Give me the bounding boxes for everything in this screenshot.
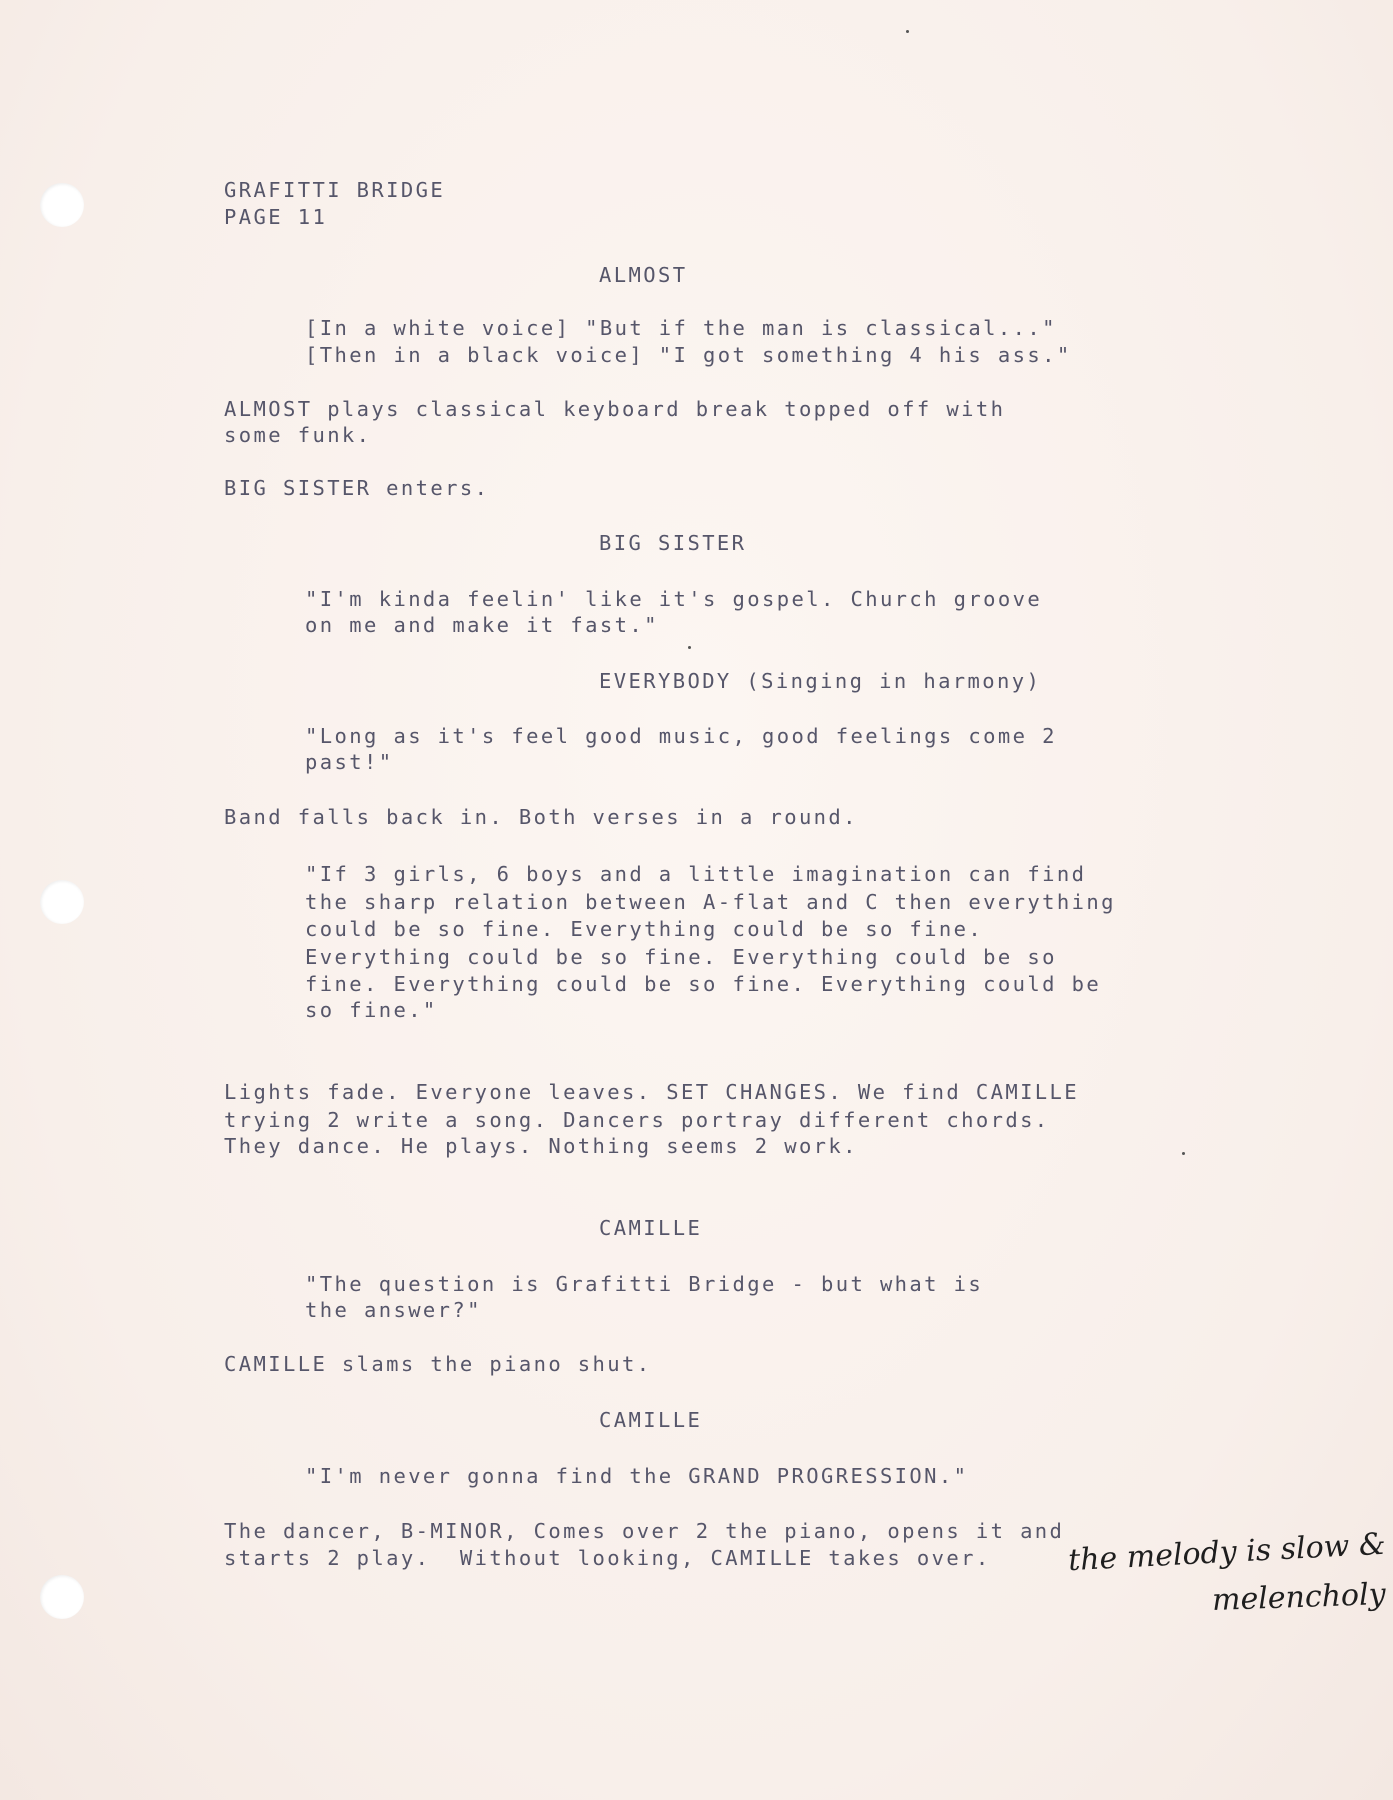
dialogue-line: "Long as it's feel good music, good feelings come 2 [305, 724, 1057, 748]
character-cue: ALMOST [599, 263, 688, 287]
paper-speck [1182, 1152, 1185, 1155]
dialogue-line: fine. Everything could be so fine. Everything could be [305, 972, 1102, 996]
binder-hole-top [40, 183, 84, 227]
action-line: Lights fade. Everyone leaves. SET CHANGES. We find CAMILLE [224, 1080, 1080, 1104]
action-line: CAMILLE slams the piano shut. [224, 1352, 652, 1376]
handwritten-note-line: melencholy [1211, 1576, 1387, 1619]
dialogue-line: "I'm kinda feelin' like it's gospel. Church groove [305, 587, 1043, 611]
binder-hole-bottom [40, 1575, 84, 1619]
action-line: BIG SISTER enters. [224, 476, 490, 500]
dialogue-line: on me and make it fast." [305, 613, 659, 637]
action-line: Band falls back in. Both verses in a round. [224, 805, 858, 829]
dialogue-line: so fine." [305, 998, 438, 1022]
character-cue: CAMILLE [599, 1408, 703, 1432]
binder-hole-middle [40, 880, 84, 924]
action-line: They dance. He plays. Nothing seems 2 work. [224, 1134, 858, 1158]
dialogue-line: "If 3 girls, 6 boys and a little imagination can find [305, 862, 1087, 886]
dialogue-line: "The question is Grafitti Bridge - but what is [305, 1272, 984, 1296]
action-line: starts 2 play. Without looking, CAMILLE takes over. [224, 1546, 991, 1570]
action-line: some funk. [224, 423, 372, 447]
character-cue: EVERYBODY (Singing in harmony) [599, 669, 1042, 693]
dialogue-line: the sharp relation between A-flat and C then everything [305, 890, 1116, 914]
paper-speck [906, 30, 909, 33]
paper-speck [688, 646, 691, 649]
dialogue-line: Everything could be so fine. Everything could be so [305, 945, 1057, 969]
page-number: PAGE 11 [224, 205, 328, 229]
script-title: GRAFITTI BRIDGE [224, 178, 446, 202]
handwritten-note-line: the melody is slow & [1067, 1526, 1387, 1579]
dialogue-line: could be so fine. Everything could be so fine. [305, 917, 984, 941]
action-line: The dancer, B-MINOR, Comes over 2 the piano, opens it and [224, 1519, 1065, 1543]
dialogue-line: past!" [305, 750, 394, 774]
character-cue: BIG SISTER [599, 531, 747, 555]
dialogue-line: "I'm never gonna find the GRAND PROGRESSION." [305, 1464, 969, 1488]
dialogue-line: the answer?" [305, 1298, 482, 1322]
dialogue-line: [In a white voice] "But if the man is classical..." [305, 316, 1057, 340]
action-line: ALMOST plays classical keyboard break topped off with [224, 397, 1006, 421]
character-cue: CAMILLE [599, 1216, 703, 1240]
dialogue-line: [Then in a black voice] "I got something 4 his ass." [305, 343, 1072, 367]
action-line: trying 2 write a song. Dancers portray different chords. [224, 1108, 1050, 1132]
